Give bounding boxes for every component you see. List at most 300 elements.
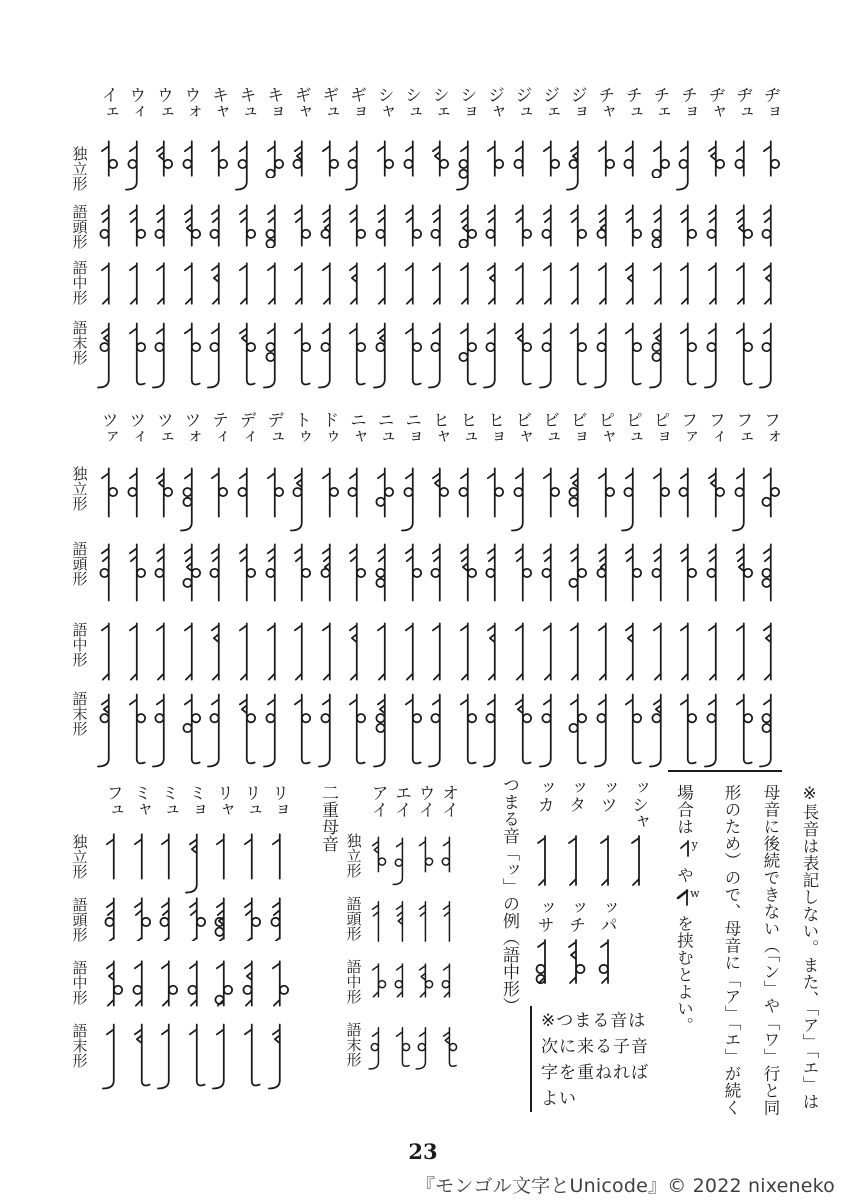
mongol-glyph: [148, 260, 176, 306]
mongol-glyph: [622, 833, 654, 887]
column-header-kana: ヒャ: [428, 411, 449, 445]
mongol-glyph: [314, 260, 342, 306]
column-header: [369, 411, 397, 445]
column-header: [672, 411, 700, 445]
mongol-glyph: [231, 260, 259, 306]
mongol-glyph: [203, 620, 231, 682]
mongol-glyph: [397, 260, 425, 306]
mongol-glyph: [672, 202, 700, 248]
mongol-glyph: [93, 138, 121, 191]
mongol-glyph: [562, 691, 590, 768]
mongol-glyph: [452, 320, 480, 389]
mongol-glyph: [700, 202, 728, 248]
mongol-glyph: [176, 202, 204, 248]
column-header: [479, 411, 507, 445]
glyph-row: [98, 831, 291, 894]
column-header-kana: エイ: [391, 784, 412, 818]
column-header: [341, 86, 369, 120]
mongol-glyph: [203, 541, 231, 603]
mongol-glyph: [203, 320, 231, 389]
glyph-row: [98, 895, 291, 941]
mongol-glyph: [236, 958, 264, 1008]
mongol-glyph: [700, 320, 728, 389]
mongol-glyph: [231, 691, 259, 768]
mongol-glyph: [562, 541, 590, 603]
mongol-glyph: [412, 1021, 436, 1074]
mongol-glyph: [286, 541, 314, 603]
mongol-glyph: [479, 320, 507, 389]
mongol-glyph: [365, 1021, 389, 1074]
column-header-kana: ウォ: [180, 86, 201, 120]
mongol-glyph: [264, 895, 292, 941]
column-header: [728, 86, 756, 120]
superscript-y: y: [691, 838, 699, 851]
mongol-glyph: [176, 320, 204, 389]
column-header-kana: ヂュ: [732, 86, 753, 120]
mongol-glyph: [369, 541, 397, 603]
column-header: [617, 411, 645, 445]
column-header-kana: ジョ: [566, 86, 587, 120]
column-header-kana: ヂャ: [704, 86, 725, 120]
column-header: [755, 86, 783, 120]
column-header-kana: ビュ: [539, 411, 560, 445]
mongol-glyph: [755, 260, 783, 306]
column-header-kana: ミョ: [185, 784, 206, 818]
column-header-kana: リュ: [240, 784, 261, 818]
mongol-glyph: [93, 260, 121, 306]
column-header-kana: ジャ: [483, 86, 504, 120]
column-header-kana: ッカ: [533, 779, 554, 813]
mongol-glyph: [121, 138, 149, 191]
mongol-glyph: [645, 202, 673, 248]
long-vowel-note-column: 母音に後続できない（「ン」や「ワ」行と同: [761, 784, 780, 1116]
mongol-glyph: [259, 320, 287, 389]
mongol-glyph: [148, 202, 176, 248]
mongol-glyph: [436, 831, 460, 890]
long-vowel-note-column: ※長音は表記しない。また、「ア」「エ」は: [800, 784, 819, 1110]
mongol-glyph: [153, 895, 181, 941]
mongol-glyph: [645, 541, 673, 603]
mongol-glyph: [341, 260, 369, 306]
mongol-glyph: [645, 620, 673, 682]
mongol-glyph: [181, 958, 209, 1008]
mongol-glyph: [590, 541, 618, 603]
column-header: [176, 411, 204, 445]
mongol-glyph: [126, 1021, 154, 1090]
mongol-glyph: [231, 541, 259, 603]
column-header: [436, 784, 460, 818]
mongol-glyph: [341, 202, 369, 248]
mongol-glyph: [424, 541, 452, 603]
column-header-kana: チェ: [649, 86, 670, 120]
mongol-glyph: [755, 541, 783, 603]
mongol-glyph: [93, 320, 121, 389]
note-text: を挟むとよい。: [674, 915, 694, 1034]
copyright-credit: 『モンゴル文字とUnicode』© 2022 nixeneko: [415, 1175, 835, 1197]
column-header-kana: キャ: [208, 86, 228, 120]
mongol-glyph: [93, 620, 121, 682]
glyph-row: [93, 465, 783, 532]
column-header: [121, 86, 149, 120]
mongol-glyph: [590, 620, 618, 682]
column-header: [389, 784, 413, 818]
mongol-glyph: [397, 541, 425, 603]
mongol-glyph: [208, 1021, 236, 1090]
column-header-kana: チョ: [677, 86, 698, 120]
long-vowel-note-column: [660, 784, 700, 1134]
glyph-row: [93, 138, 783, 191]
mongol-glyph: [176, 138, 204, 191]
column-header-kana: フェ: [732, 411, 753, 445]
glyph-row: [98, 958, 291, 1008]
column-header-kana: ッパ: [596, 899, 617, 933]
mongol-glyph: [562, 620, 590, 682]
mongol-glyph: [208, 958, 236, 1008]
column-header: [286, 411, 314, 445]
mongol-glyph: [208, 895, 236, 941]
mongol-glyph: [365, 895, 389, 947]
mongol-glyph: [452, 620, 480, 682]
mongol-glyph: [148, 320, 176, 389]
column-header: [645, 86, 673, 120]
mongol-glyph: [153, 1021, 181, 1090]
column-header: [148, 411, 176, 445]
mongol-glyph: [397, 465, 425, 532]
column-header-kana: ギョ: [345, 86, 366, 120]
mongol-glyph: [507, 202, 535, 248]
mongol-glyph: [562, 202, 590, 248]
mongol-glyph: [121, 620, 149, 682]
column-header-kana: ヂョ: [759, 86, 780, 120]
column-header-kana: トゥ: [290, 411, 311, 445]
column-header: [755, 411, 783, 445]
column-header: [562, 86, 590, 120]
mongol-glyph: [507, 691, 535, 768]
mongol-glyph: [479, 541, 507, 603]
column-header: [479, 86, 507, 120]
mongol-glyph: [452, 465, 480, 532]
column-header-kana: チュ: [621, 86, 642, 120]
column-header: [527, 779, 559, 830]
mongol-glyph: [507, 320, 535, 389]
mongol-glyph: [672, 541, 700, 603]
column-header-kana: ピョ: [649, 411, 670, 445]
column-header-kana: ニョ: [401, 411, 422, 445]
mongol-glyph: [148, 138, 176, 191]
mongol-glyph: [389, 1021, 413, 1074]
mongol-glyph: [365, 831, 389, 890]
mongol-glyph: [98, 831, 126, 894]
mongol-glyph: [559, 833, 591, 887]
mongol-glyph: [412, 831, 436, 890]
mongol-glyph: [389, 958, 413, 1002]
mongol-glyph: [259, 541, 287, 603]
mongol-glyph: [645, 691, 673, 768]
mongol-glyph: [126, 895, 154, 941]
mongol-glyph: [369, 691, 397, 768]
mongol-glyph: [452, 260, 480, 306]
column-header: [562, 411, 590, 445]
diphthong-heading: 二重母音: [318, 784, 339, 852]
column-header: [93, 411, 121, 445]
column-header: [507, 411, 535, 445]
mongol-glyph: [231, 138, 259, 191]
glyph-row: [365, 895, 459, 947]
column-header-kana: リョ: [268, 784, 289, 818]
column-header-kana: ファ: [677, 411, 698, 445]
mongol-glyph: [286, 620, 314, 682]
geminate-note-rule: [530, 1006, 532, 1112]
mongol-glyph: [479, 465, 507, 532]
mongol-glyph: [236, 831, 264, 894]
mongol-glyph: [728, 691, 756, 768]
glyph-row: [527, 833, 653, 887]
mongol-glyph: [259, 260, 287, 306]
column-header-kana: ニュ: [373, 411, 394, 445]
mongol-glyph: [369, 202, 397, 248]
mongol-glyph: [412, 958, 436, 1002]
mongol-glyph: [389, 831, 413, 890]
mongol-glyph: [121, 691, 149, 768]
mongol-glyph: [617, 620, 645, 682]
mongol-glyph: [412, 895, 436, 947]
form-label: 独立形: [70, 146, 89, 191]
mongol-glyph: [314, 320, 342, 389]
mongol-glyph: [507, 620, 535, 682]
mongol-glyph: [259, 691, 287, 768]
note-text: 場合は: [674, 784, 694, 835]
mongol-glyph: [286, 465, 314, 532]
mongol-glyph: [203, 138, 231, 191]
mongol-glyph: [259, 202, 287, 248]
column-header-row: [527, 899, 622, 933]
mongol-glyph: [231, 465, 259, 532]
column-header: [527, 899, 559, 933]
column-header-kana: ジュ: [511, 86, 532, 120]
column-header-kana: ッチ: [565, 899, 586, 933]
mongol-glyph: [507, 138, 535, 191]
glyph-row: [365, 1021, 459, 1074]
mongol-i-glyph-w: [676, 888, 700, 912]
mongol-glyph: [397, 138, 425, 191]
mongol-glyph: [341, 691, 369, 768]
mongol-glyph: [153, 831, 181, 894]
mongol-glyph: [369, 260, 397, 306]
column-header: [121, 411, 149, 445]
mongol-glyph: [535, 620, 563, 682]
column-header-row: [93, 411, 783, 445]
mongol-glyph: [93, 691, 121, 768]
mongol-glyph: [176, 260, 204, 306]
column-header: [314, 411, 342, 445]
mongol-glyph: [121, 260, 149, 306]
column-header: [181, 784, 209, 818]
geminate-heading: つまる音「ッ」の例（語中形）: [499, 776, 520, 1014]
mongol-glyph: [672, 465, 700, 532]
column-header: [645, 411, 673, 445]
column-header-kana: リャ: [213, 784, 233, 818]
mongol-glyph: [231, 202, 259, 248]
mongol-i-glyph-y: [678, 839, 699, 863]
mongol-glyph: [479, 138, 507, 191]
glyph-row: [93, 691, 783, 768]
mongol-glyph: [121, 202, 149, 248]
mongol-glyph: [535, 138, 563, 191]
mongol-glyph: [93, 465, 121, 532]
mongol-glyph: [507, 541, 535, 603]
mongol-glyph: [236, 895, 264, 941]
column-header: [264, 784, 292, 818]
mongol-glyph: [617, 320, 645, 389]
mongol-glyph: [590, 320, 618, 389]
form-label: 語中形: [344, 959, 363, 1004]
mongol-glyph: [341, 541, 369, 603]
column-header: [397, 411, 425, 445]
column-header: [203, 411, 231, 445]
mongol-glyph: [672, 320, 700, 389]
mongol-glyph: [728, 465, 756, 532]
mongol-glyph: [562, 138, 590, 191]
column-header: [236, 784, 264, 818]
mongol-glyph: [264, 831, 292, 894]
mongol-glyph: [590, 202, 618, 248]
mongol-glyph: [590, 833, 622, 887]
mongol-glyph: [176, 691, 204, 768]
column-header-kana: キョ: [263, 86, 284, 120]
column-header-kana: アイ: [367, 784, 388, 818]
mongol-glyph: [590, 691, 618, 768]
mongol-glyph: [672, 620, 700, 682]
page-number: 23: [408, 1139, 438, 1164]
mongol-glyph: [507, 260, 535, 306]
column-header-kana: ヒョ: [483, 411, 504, 445]
mongol-glyph: [208, 831, 236, 894]
mongol-glyph: [286, 691, 314, 768]
mongol-glyph: [452, 541, 480, 603]
column-header: [314, 86, 342, 120]
mongol-glyph: [314, 541, 342, 603]
mongol-glyph: [424, 465, 452, 532]
column-header: [535, 411, 563, 445]
mongol-glyph: [424, 691, 452, 768]
mongol-glyph: [264, 958, 292, 1008]
glyph-row: [98, 1021, 291, 1090]
column-header-kana: ッタ: [565, 779, 586, 813]
mongol-glyph: [203, 465, 231, 532]
column-header: [672, 86, 700, 120]
mongol-glyph: [98, 958, 126, 1008]
column-header-kana: ピュ: [621, 411, 642, 445]
glyph-row: [527, 937, 622, 985]
mongol-glyph: [436, 895, 460, 947]
column-header-kana: フォ: [759, 411, 780, 445]
mongol-glyph: [203, 691, 231, 768]
mongol-glyph: [231, 320, 259, 389]
mongol-glyph: [755, 691, 783, 768]
mongol-glyph: [424, 620, 452, 682]
geminate-note-line: よい: [541, 1089, 577, 1109]
mongol-glyph: [590, 138, 618, 191]
mongol-glyph: [590, 260, 618, 306]
geminate-note-line: 字を重ねれば: [541, 1063, 649, 1083]
mongol-glyph: [231, 620, 259, 682]
mongol-glyph: [341, 138, 369, 191]
column-header-row: [98, 784, 291, 818]
column-header: [98, 784, 126, 818]
mongol-glyph: [424, 260, 452, 306]
mongol-glyph: [176, 465, 204, 532]
mongol-glyph: [535, 320, 563, 389]
column-header-kana: ウィ: [125, 86, 146, 120]
column-header: [559, 779, 591, 830]
mongol-glyph: [314, 620, 342, 682]
mongol-glyph: [535, 260, 563, 306]
column-header: [535, 86, 563, 120]
column-header-kana: デュ: [263, 411, 284, 445]
column-header: [259, 411, 287, 445]
mongol-glyph: [121, 465, 149, 532]
mongol-glyph: [559, 937, 591, 985]
glyph-row: [93, 202, 783, 248]
mongol-glyph: [452, 138, 480, 191]
form-label: 独立形: [70, 834, 89, 879]
mongol-glyph: [479, 260, 507, 306]
glyph-row: [365, 958, 459, 1002]
column-header: [259, 86, 287, 120]
mongol-glyph: [181, 1021, 209, 1090]
column-header: [622, 779, 654, 830]
geminate-note-line: 次に来る子音: [541, 1037, 649, 1057]
column-header-kana: シェ: [428, 86, 449, 120]
long-vowel-note: [660, 784, 817, 1134]
mongol-glyph: [389, 895, 413, 947]
mongol-glyph: [148, 465, 176, 532]
column-header: [559, 899, 591, 933]
column-header-kana: ミュ: [157, 784, 178, 818]
column-header: [424, 411, 452, 445]
mongol-glyph: [672, 138, 700, 191]
column-header-kana: ウェ: [152, 86, 173, 120]
column-header-kana: ツァ: [97, 411, 118, 445]
column-header-kana: オイ: [438, 784, 459, 818]
mongol-glyph: [700, 541, 728, 603]
mongol-glyph: [617, 541, 645, 603]
mongol-glyph: [236, 1021, 264, 1090]
mongol-glyph: [424, 320, 452, 389]
column-header-kana: シュ: [401, 86, 422, 120]
mongol-glyph: [369, 320, 397, 389]
column-header-kana: ショ: [456, 86, 477, 120]
mongol-glyph: [728, 138, 756, 191]
glyph-row: [93, 541, 783, 603]
mongol-glyph: [369, 465, 397, 532]
column-header: [208, 784, 236, 818]
mongol-glyph: [98, 895, 126, 941]
column-header: [286, 86, 314, 120]
glyph-row: [93, 620, 783, 682]
mongol-glyph: [314, 202, 342, 248]
form-label: 語中形: [70, 960, 89, 1005]
mongol-glyph: [700, 260, 728, 306]
mongol-glyph: [314, 465, 342, 532]
mongol-glyph: [755, 620, 783, 682]
mongol-glyph: [728, 320, 756, 389]
column-header: [700, 86, 728, 120]
mongol-glyph: [341, 465, 369, 532]
mongol-glyph: [645, 138, 673, 191]
mongol-glyph: [535, 202, 563, 248]
mongol-glyph: [203, 260, 231, 306]
